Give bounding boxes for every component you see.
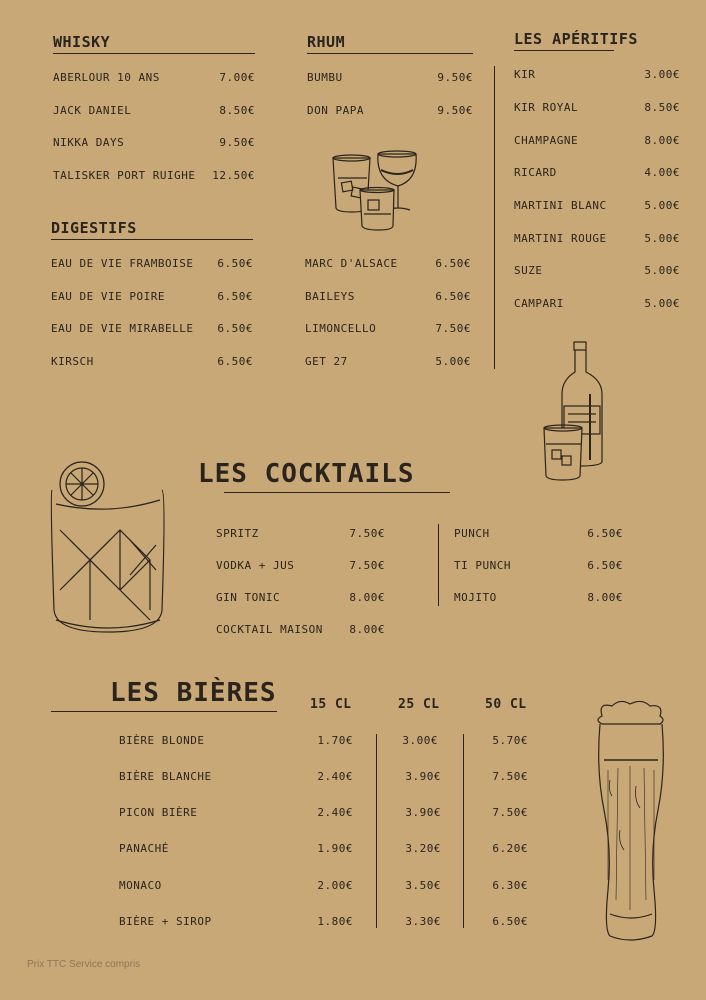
whisky-item-price: 8.50€ — [219, 104, 255, 117]
biere-item-name: BIÈRE BLANCHE — [119, 770, 212, 783]
size-header-15cl: 15 CL — [310, 697, 352, 712]
size-header-25cl: 25 CL — [398, 697, 440, 712]
biere-item-name: PANACHÉ — [119, 842, 169, 855]
aperitifs-divider — [494, 66, 495, 369]
size-header-50cl: 50 CL — [485, 697, 527, 712]
cocktail-item-name: COCKTAIL MAISON — [216, 623, 323, 636]
biere-price-25cl: 3.90€ — [405, 770, 441, 783]
digestif-item-price: 7.50€ — [435, 322, 471, 335]
whisky-item-price: 12.50€ — [212, 169, 255, 182]
aperitif-item-name: KIR — [514, 68, 536, 81]
cocktail-item-price: 6.50€ — [587, 527, 623, 540]
biere-price-50cl: 6.20€ — [492, 842, 528, 855]
cocktails-title: LES COCKTAILS — [198, 459, 415, 489]
biere-price-50cl: 5.70€ — [492, 734, 528, 747]
digestif-item-name: EAU DE VIE POIRE — [51, 290, 165, 303]
cocktail-item-name: MOJITO — [454, 591, 497, 604]
whisky-title: WHISKY — [53, 33, 111, 51]
cocktail-item-price: 6.50€ — [587, 559, 623, 572]
bottle-glass-illustration-icon — [540, 342, 608, 482]
aperitif-item-price: 8.00€ — [644, 134, 680, 147]
biere-item-name: PICON BIÈRE — [119, 806, 198, 819]
digestif-item-name: EAU DE VIE MIRABELLE — [51, 322, 194, 335]
cocktail-item-price: 8.00€ — [349, 591, 385, 604]
biere-price-25cl: 3.30€ — [405, 915, 441, 928]
biere-price-15cl: 1.80€ — [317, 915, 353, 928]
digestif-item-name: MARC D'ALSACE — [305, 257, 398, 270]
cocktail-item-price: 7.50€ — [349, 527, 385, 540]
digestif-item-name: EAU DE VIE FRAMBOISE — [51, 257, 194, 270]
whisky-item-name: NIKKA DAYS — [53, 136, 125, 149]
digestif-item-name: BAILEYS — [305, 290, 355, 303]
biere-price-25cl: 3.50€ — [405, 879, 441, 892]
bieres-title: LES BIÈRES — [110, 678, 277, 708]
bieres-rule — [51, 711, 277, 712]
biere-price-15cl: 1.70€ — [317, 734, 353, 747]
rhum-item-name: BUMBU — [307, 71, 343, 84]
whisky-item-name: JACK DANIEL — [53, 104, 132, 117]
cocktails-rule — [224, 492, 450, 493]
biere-price-25cl: 3.90€ — [405, 806, 441, 819]
whisky-item-name: ABERLOUR 10 ANS — [53, 71, 160, 84]
digestifs-title: DIGESTIFS — [51, 219, 137, 237]
digestif-item-name: LIMONCELLO — [305, 322, 377, 335]
cocktail-item-name: PUNCH — [454, 527, 490, 540]
biere-price-15cl: 1.90€ — [317, 842, 353, 855]
aperitif-item-price: 8.50€ — [644, 101, 680, 114]
aperitif-item-name: RICARD — [514, 166, 557, 179]
footer-note: Prix TTC Service compris — [27, 959, 141, 970]
aperitif-item-name: CAMPARI — [514, 297, 564, 310]
whisky-rule — [53, 53, 255, 54]
aperitifs-title: LES APÉRITIFS — [514, 30, 638, 48]
biere-item-name: BIÈRE + SIROP — [119, 915, 212, 928]
aperitif-item-name: KIR ROYAL — [514, 101, 579, 114]
rhum-item-name: DON PAPA — [307, 104, 364, 117]
digestif-item-name: KIRSCH — [51, 355, 94, 368]
biere-price-25cl: 3.00€ — [402, 734, 438, 747]
aperitif-item-name: MARTINI BLANC — [514, 199, 607, 212]
whisky-item-price: 7.00€ — [219, 71, 255, 84]
aperitif-item-price: 5.00€ — [644, 232, 680, 245]
digestif-item-price: 6.50€ — [217, 290, 253, 303]
digestif-item-price: 6.50€ — [217, 355, 253, 368]
aperitif-item-name: MARTINI ROUGE — [514, 232, 607, 245]
biere-price-15cl: 2.40€ — [317, 770, 353, 783]
bieres-divider-1 — [376, 734, 377, 928]
rhum-rule — [307, 53, 473, 54]
biere-item-name: MONACO — [119, 879, 162, 892]
cocktail-item-name: VODKA + JUS — [216, 559, 295, 572]
digestif-item-price: 6.50€ — [435, 290, 471, 303]
aperitifs-rule — [514, 50, 614, 51]
aperitif-item-name: SUZE — [514, 264, 543, 277]
bieres-divider-2 — [463, 734, 464, 928]
whisky-item-name: TALISKER PORT RUIGHE — [53, 169, 196, 182]
digestif-item-price: 6.50€ — [217, 257, 253, 270]
aperitif-item-price: 5.00€ — [644, 264, 680, 277]
cocktail-glass-illustration-icon — [46, 460, 168, 640]
cocktail-item-price: 8.00€ — [349, 623, 385, 636]
biere-price-50cl: 7.50€ — [492, 770, 528, 783]
biere-price-50cl: 6.30€ — [492, 879, 528, 892]
biere-price-15cl: 2.00€ — [317, 879, 353, 892]
rhum-item-price: 9.50€ — [437, 71, 473, 84]
cocktail-item-name: SPRITZ — [216, 527, 259, 540]
biere-price-25cl: 3.20€ — [405, 842, 441, 855]
cocktail-item-price: 8.00€ — [587, 591, 623, 604]
cocktails-divider — [438, 524, 439, 606]
biere-price-50cl: 7.50€ — [492, 806, 528, 819]
cocktail-item-name: TI PUNCH — [454, 559, 511, 572]
biere-price-15cl: 2.40€ — [317, 806, 353, 819]
whisky-item-price: 9.50€ — [219, 136, 255, 149]
digestif-item-price: 6.50€ — [217, 322, 253, 335]
biere-item-name: BIÈRE BLONDE — [119, 734, 205, 747]
aperitif-item-price: 5.00€ — [644, 297, 680, 310]
glasses-illustration-icon — [330, 148, 422, 232]
cocktail-item-name: GIN TONIC — [216, 591, 281, 604]
aperitif-item-price: 5.00€ — [644, 199, 680, 212]
cocktail-item-price: 7.50€ — [349, 559, 385, 572]
aperitif-item-price: 4.00€ — [644, 166, 680, 179]
digestifs-rule — [51, 239, 253, 240]
rhum-item-price: 9.50€ — [437, 104, 473, 117]
beer-glass-illustration-icon — [590, 700, 672, 944]
digestif-item-name: GET 27 — [305, 355, 348, 368]
digestif-item-price: 5.00€ — [435, 355, 471, 368]
aperitif-item-price: 3.00€ — [644, 68, 680, 81]
biere-price-50cl: 6.50€ — [492, 915, 528, 928]
rhum-title: RHUM — [307, 33, 346, 51]
digestif-item-price: 6.50€ — [435, 257, 471, 270]
aperitif-item-name: CHAMPAGNE — [514, 134, 579, 147]
